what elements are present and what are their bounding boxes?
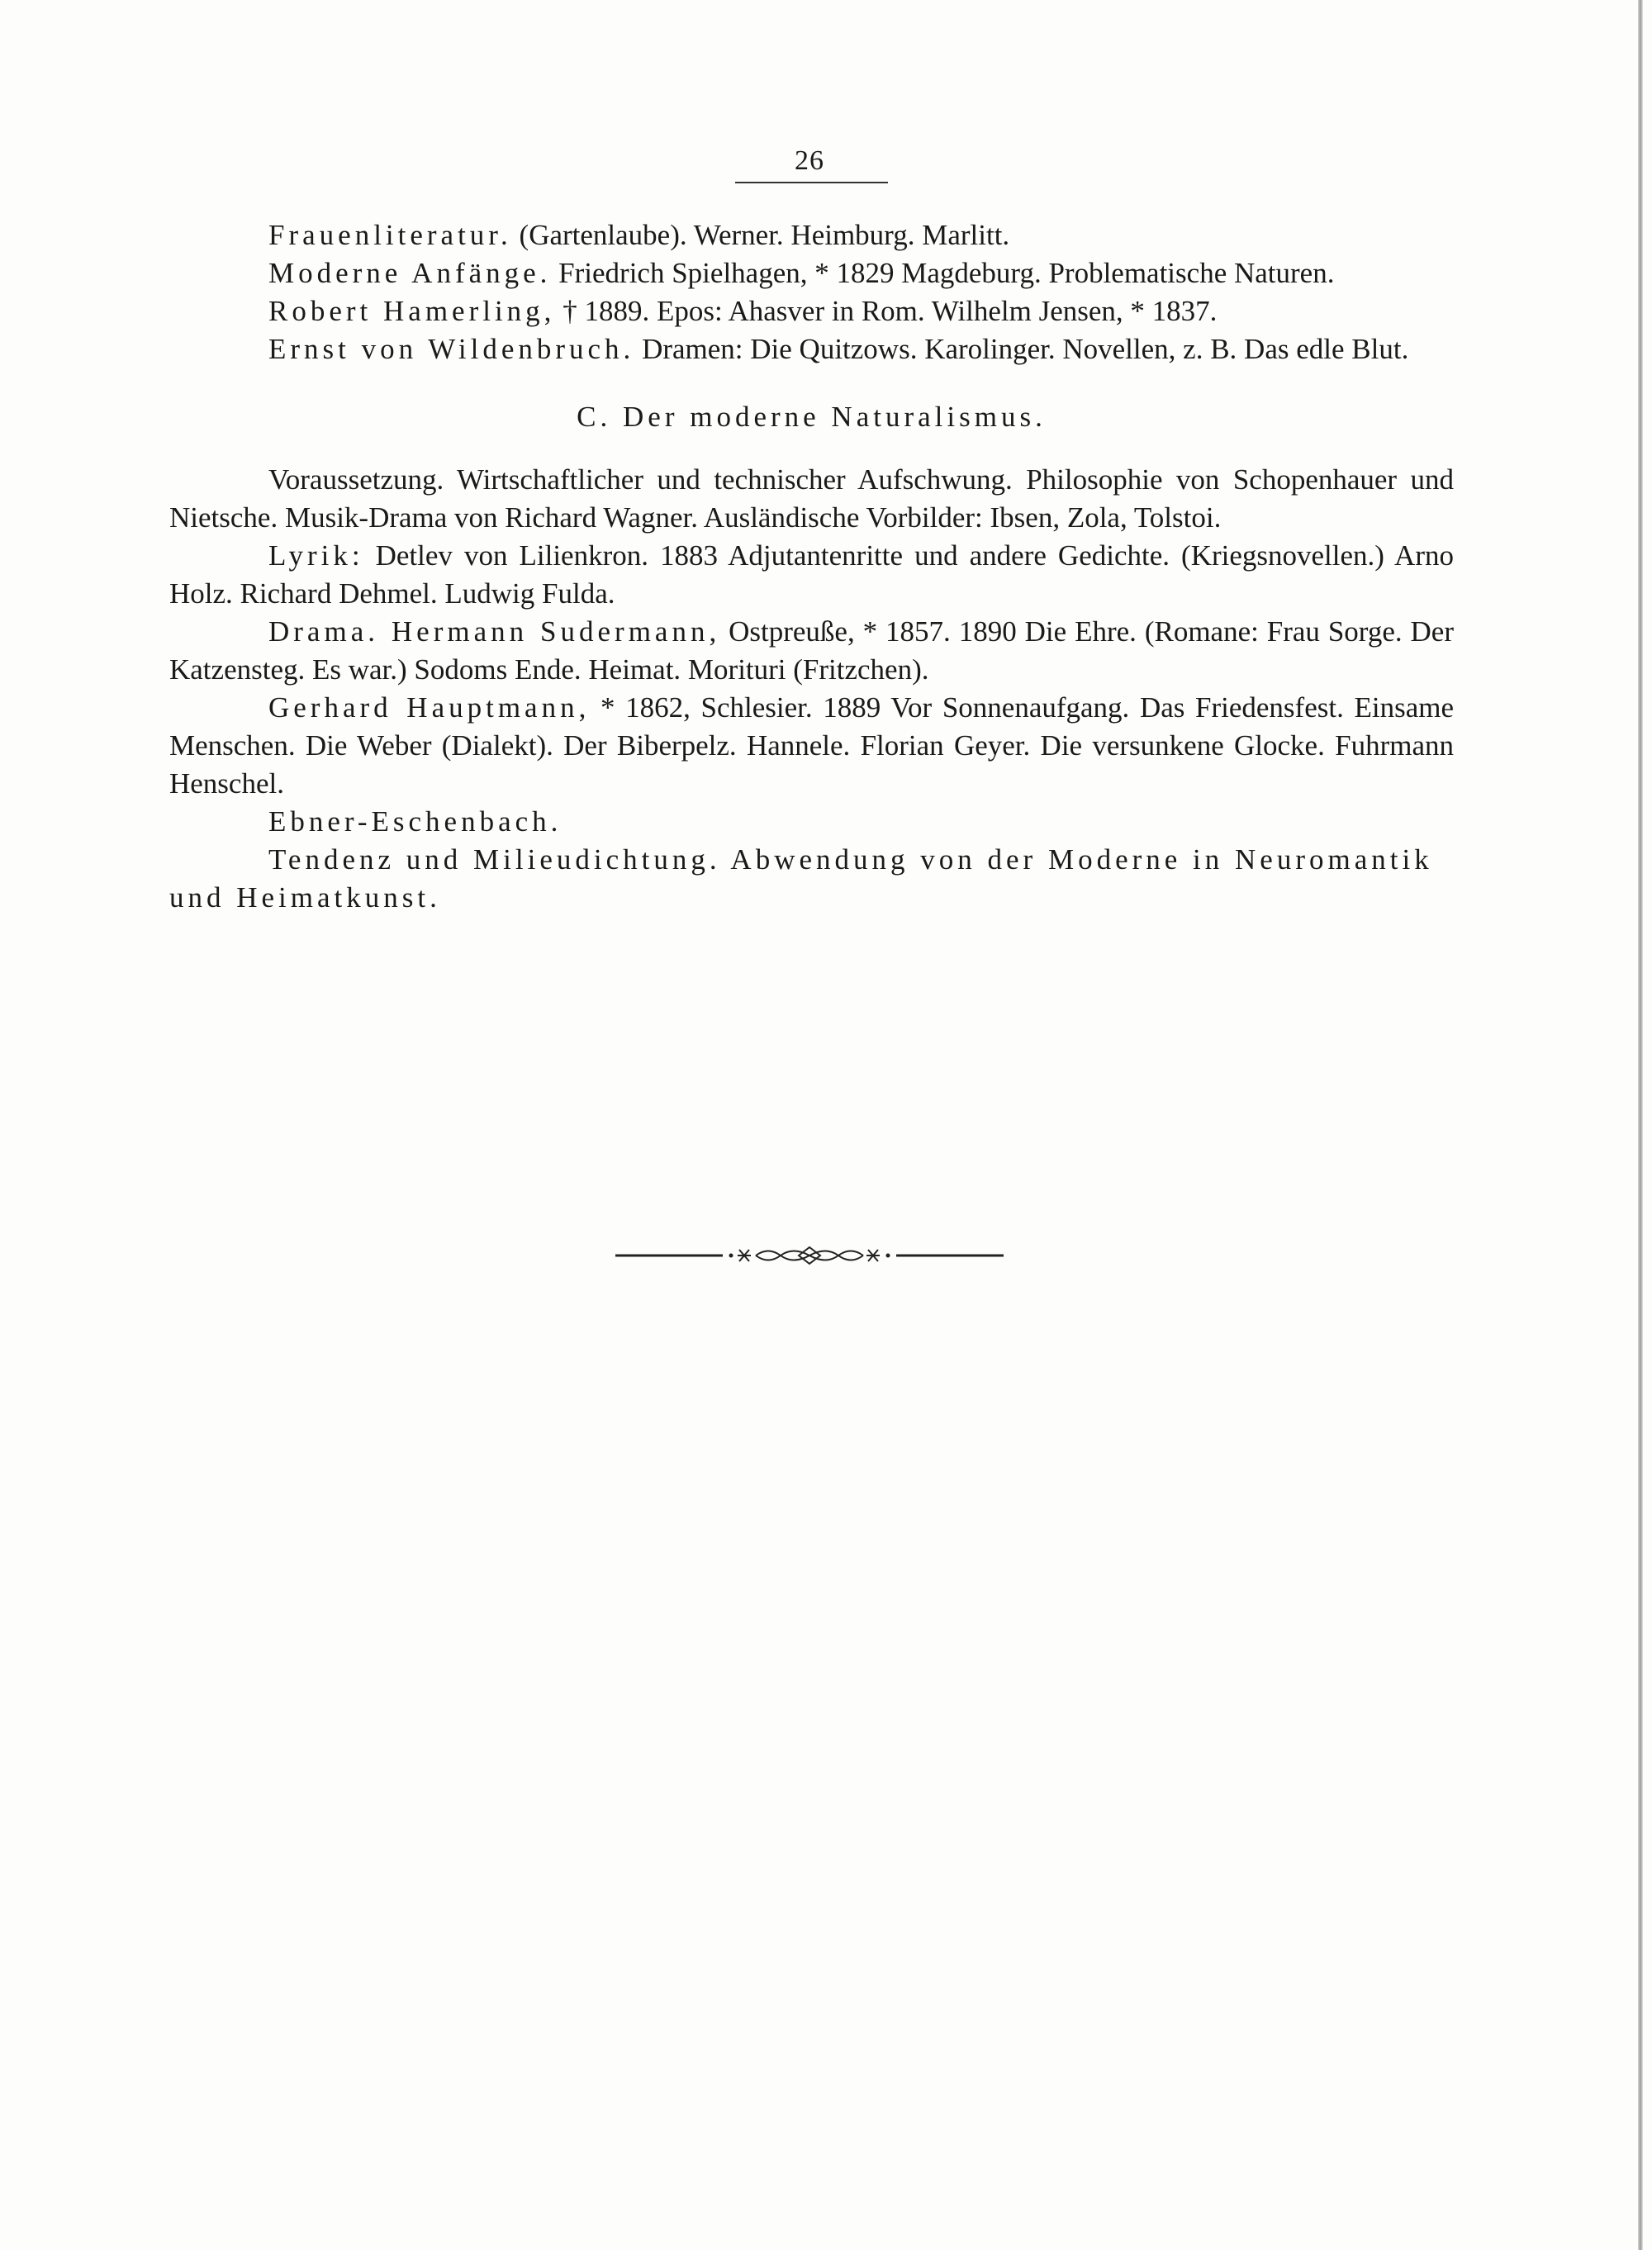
paragraph-moderne-anfaenge — [169, 254, 1454, 292]
paragraph-lead: Moderne Anfänge. — [268, 257, 552, 289]
paragraph-voraussetzung — [169, 461, 1454, 537]
paragraph-lead: Drama. Hermann Sudermann, — [268, 615, 721, 648]
paragraph-lead: Gerhard Hauptmann, — [268, 691, 591, 724]
paragraph-frauenliteratur — [169, 216, 1454, 254]
paragraph-text: Dramen: Die Quitzows. Karolinger. Novellen, z. B. Das edle Blut. — [634, 333, 1409, 365]
paragraph-tendenz — [169, 841, 1454, 917]
paragraph-drama — [169, 613, 1454, 689]
paragraph-ebner-eschenbach — [169, 803, 1454, 841]
paragraph-lead: Ebner-Eschenbach. — [268, 805, 563, 838]
paragraph-wildenbruch — [169, 330, 1454, 368]
page-number-rule — [735, 182, 888, 183]
paragraph-lead: Robert Hamerling, — [268, 295, 556, 327]
paragraph-lead: Tendenz und Milieudichtung. Abwendung von der Moderne in Neuromantik und Heimatkunst. — [169, 843, 1433, 914]
page-number: 26 — [795, 145, 824, 176]
paragraph-lead: Ernst von Wildenbruch. — [268, 333, 635, 365]
section-heading: C. Der moderne Naturalismus. — [577, 401, 1047, 433]
paragraph-hamerling — [169, 292, 1454, 330]
ornament-divider — [615, 1243, 1004, 1268]
paragraph-text: Detlev von Lilienkron. 1883 Adjutantenritte und andere Gedichte. (Kriegsnovellen.) Arno Holz. Richard Dehmel. Ludwig Fulda. — [169, 539, 1454, 610]
paragraph-text: (Gartenlaube). Werner. Heimburg. Marlitt. — [511, 219, 1010, 251]
paragraph-text: Voraussetzung. Wirtschaftlicher und technischer Aufschwung. Philosophie von Schopenhauer und Nietsche. Musik-Drama von Richard Wagner. Ausländische Vorbilder: Ibsen, Zola, Tolstoi. — [169, 463, 1454, 534]
paragraph-lead: Frauenliteratur. — [268, 219, 512, 251]
paragraph-text: Friedrich Spielhagen, * 1829 Magdeburg. Problematische Naturen. — [551, 257, 1335, 289]
paragraph-hauptmann — [169, 689, 1454, 803]
paragraph-lyrik — [169, 537, 1454, 613]
paragraph-text: † 1889. Epos: Ahasver in Rom. Wilhelm Jensen, * 1837. — [555, 295, 1218, 327]
page-edge-shadow — [1638, 0, 1643, 2250]
paragraph-lead: Lyrik: — [268, 539, 364, 572]
paragraph-text: * 1862, Schlesier. 1889 Vor Sonnenaufgang. Das Friedensfest. Einsame Menschen. Die Weber (Dialekt). Der Biberpelz. Hannele. Florian Geyer. Die versunkene Glocke. Fuhrmann Henschel. — [169, 691, 1454, 800]
ornament-divider-icon — [615, 1243, 1004, 1268]
document-body — [169, 216, 1454, 917]
paragraph-text: Ostpreuße, * 1857. 1890 Die Ehre. (Romane: Frau Sorge. Der Katzensteg. Es war.) Sodoms Ende. Heimat. Morituri (Fritzchen). — [169, 615, 1454, 686]
